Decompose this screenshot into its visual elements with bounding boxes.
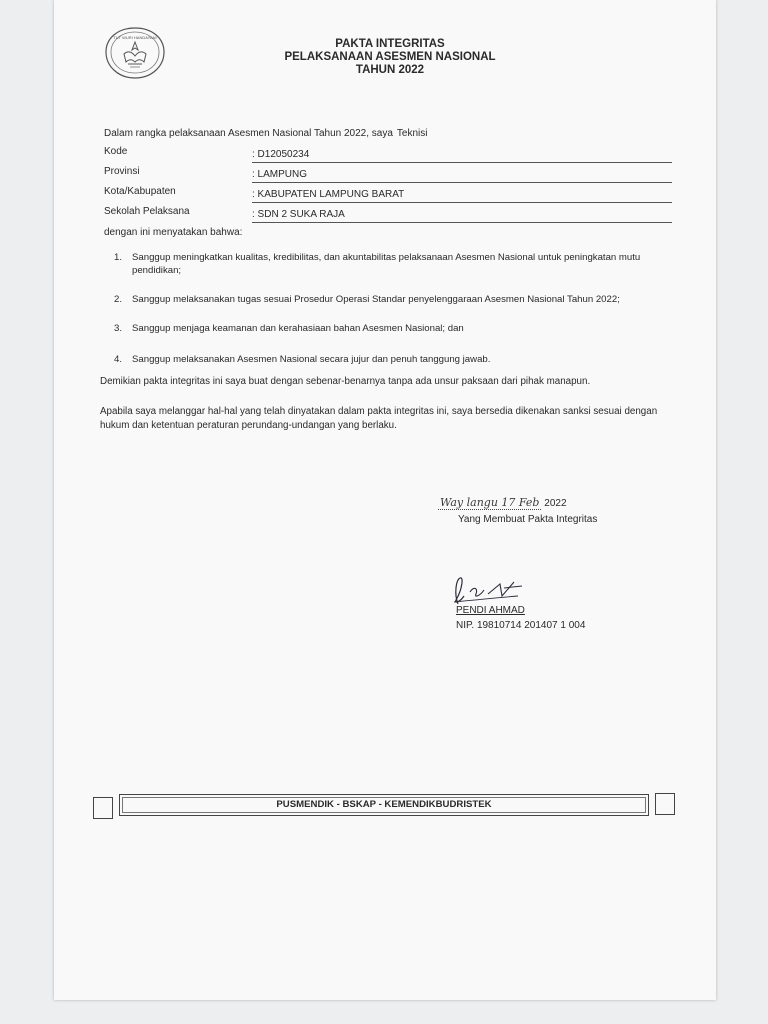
svg-text:TUT WURI HANDAYANI: TUT WURI HANDAYANI xyxy=(113,35,157,40)
field-value-sekolah: : SDN 2 SUKA RAJA xyxy=(252,209,672,223)
document-subtitle: PELAKSANAAN ASESMEN NASIONAL xyxy=(284,51,496,63)
signature-creator-label: Yang Membuat Pakta Integritas xyxy=(458,514,598,525)
closing-paragraph: Apabila saya melanggar hal-hal yang telah dinyatakan dalam pakta integritas ini, saya bersedia dikenakan sanksi sesuai dengan hukum dan ketentuan peraturan perundang-undangan yang berlaku. xyxy=(100,406,658,431)
intro-sentence: Dalam rangka pelaksanaan Asesmen Nasional Tahun 2022, saya xyxy=(104,128,393,139)
closing-paragraph: Demikian pakta integritas ini saya buat dengan sebenar-benarnya tanpa ada unsur paksaan dari pihak manapun. xyxy=(100,376,591,387)
field-label-sekolah: Sekolah Pelaksana xyxy=(104,206,190,217)
field-value-kode: : D12050234 xyxy=(252,149,672,163)
field-value-kota: : KABUPATEN LAMPUNG BARAT xyxy=(252,189,672,203)
list-item-text: Sanggup meningkatkan kualitas, kredibilitas, dan akuntabilitas pelaksanaan Asesmen Nasional untuk peningkatan mutu pendidikan; xyxy=(132,252,641,276)
intro-role: Teknisi xyxy=(396,128,428,139)
intro-text xyxy=(104,128,427,139)
list-item-number: 4. xyxy=(114,354,123,365)
signatory-nip: NIP. 19810714 201407 1 004 xyxy=(456,620,586,631)
document-year: TAHUN 2022 xyxy=(355,64,425,76)
list-item-text: Sanggup melaksanakan Asesmen Nasional secara jujur dan penuh tanggung jawab. xyxy=(132,354,491,365)
handwritten-place-date: Way langu 17 Feb xyxy=(440,496,540,509)
list-item-number: 2. xyxy=(114,294,123,305)
field-label-provinsi: Provinsi xyxy=(104,166,140,177)
list-item-number: 3. xyxy=(114,323,123,334)
document-title: PAKTA INTEGRITAS xyxy=(335,38,445,50)
footer-box-right xyxy=(655,793,675,815)
footer-text: PUSMENDIK - BSKAP - KEMENDIKBUDRISTEK xyxy=(122,797,646,813)
field-value-provinsi: : LAMPUNG xyxy=(252,169,672,183)
field-label-kota: Kota/Kabupaten xyxy=(104,186,176,197)
footer-box-left xyxy=(93,797,113,819)
handwritten-signature-icon xyxy=(444,574,534,608)
footer-bar xyxy=(119,794,649,816)
list-item-number: 1. xyxy=(114,252,123,263)
tut-wuri-handayani-logo-icon xyxy=(104,26,166,80)
signatory-name: PENDI AHMAD xyxy=(456,605,525,616)
field-label-kode: Kode xyxy=(104,146,128,157)
signature-place-date xyxy=(438,496,588,509)
list-item-text: Sanggup menjaga keamanan dan kerahasiaan bahan Asesmen Nasional; dan xyxy=(132,323,464,334)
signature-year: 2022 xyxy=(544,498,567,509)
list-item-text: Sanggup melaksanakan tugas sesuai Prosedur Operasi Standar penyelenggaraan Asesmen Nasional Tahun 2022; xyxy=(132,294,620,305)
statement-intro: dengan ini menyatakan bahwa: xyxy=(104,227,243,238)
